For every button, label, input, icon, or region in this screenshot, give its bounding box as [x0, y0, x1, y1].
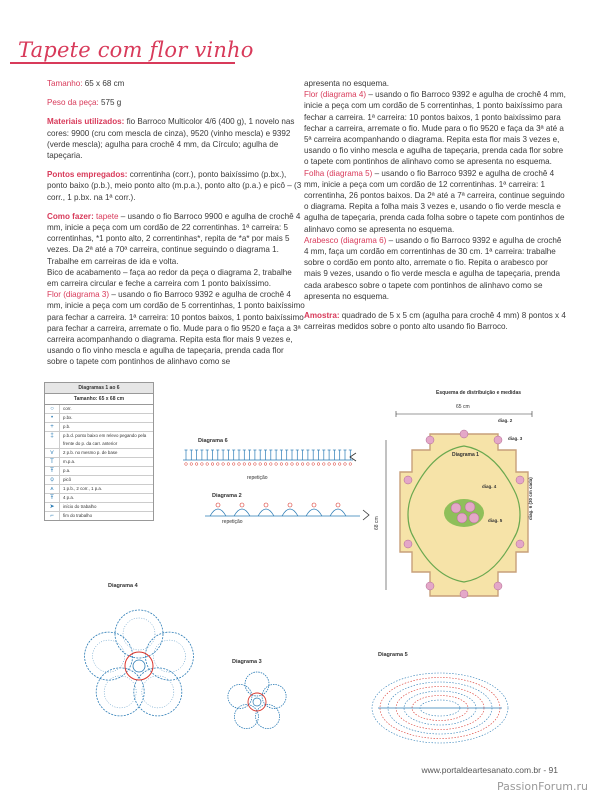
scheme-diag2-label: diag. 2	[498, 418, 513, 423]
flower-marker	[426, 436, 434, 444]
legend-row-text: m.p.a.	[63, 459, 76, 464]
watermark: PassionForum.ru	[497, 780, 588, 793]
flower-marker	[404, 540, 412, 548]
flower-marker	[426, 582, 434, 590]
petal	[115, 610, 163, 658]
repeat-label-d6: repetição	[247, 475, 268, 481]
scheme-height-label: 68 cm	[374, 516, 380, 530]
flower-marker	[494, 582, 502, 590]
footer	[421, 765, 558, 775]
legend-row	[45, 423, 153, 432]
end-symbol-icon: ⌐	[45, 512, 60, 520]
scheme-width-label: 65 cm	[456, 404, 470, 410]
stitches-label: Pontos empregados:	[47, 170, 128, 180]
petal	[245, 672, 269, 696]
edging-arch	[234, 509, 250, 516]
petal	[256, 705, 280, 729]
scheme-diag4-label: diag. 4	[482, 484, 497, 489]
edging-arch	[258, 509, 274, 516]
howto-label: Como fazer:	[47, 211, 94, 221]
edging-arch	[306, 509, 322, 516]
diagram5-label: Diagrama 5	[378, 652, 408, 658]
combo-symbol-icon: ⩚	[45, 485, 60, 493]
weight-paragraph	[47, 97, 305, 108]
hdc-symbol-icon: T	[45, 458, 60, 466]
gauge-label: Amostra:	[304, 311, 340, 321]
legend-row	[45, 467, 153, 476]
petal	[85, 632, 133, 680]
legend-subtitle: Tamanho: 65 x 68 cm	[45, 394, 153, 405]
edging-arch	[210, 509, 226, 516]
legend-row	[45, 405, 153, 414]
legend-row-text: início do trabalho	[63, 504, 97, 509]
flower3-paragraph	[47, 289, 305, 367]
picot-symbol-icon: ọ	[45, 476, 60, 484]
two-sc-same-base-symbol-icon: ⋎	[45, 449, 60, 457]
arabesque-paragraph	[304, 235, 566, 302]
legend-row-text: p.b.d. ponto baixo em relevo pegando pela frente do p. da carr. anterior	[63, 433, 147, 446]
materials-label: Materiais utilizados:	[47, 117, 125, 127]
size-value: 65 x 68 cm	[82, 79, 125, 88]
diagram4-chart	[84, 596, 194, 736]
scheme-title: Esquema de distribuição e medidas	[436, 390, 522, 396]
flower3-value: – usando o fio Barroco 9392 e agulha de crochê 4 mm, inicie a peça com um cordão de 5 correntinhas, 1 ponto baixíssimo para fechar a carreira. 1ª carreira: 10 pontos baixos, 1 ponto baixíssimo para fechar a carreira, arremate o fio. Mude para o fio 9520 e faça a 3ª carreira acompanhando o diagrama. Repita esta flor mais 9 vezes e, usando o fio vinho mescla e agulha de tapeçaria, prenda cada flor sobre o tapete com pontinhos de alinhavo como se	[47, 290, 305, 367]
legend-row-text: 2 p.b. no mesmo p. de base	[63, 450, 118, 455]
rug-value: – usando o fio Barroco 9900 e agulha de crochê 4 mm, inicie a peça com um cordão de 22 correntinhas. 1ª carreira: 5 correntinhas, *1 ponto alto, 2 correntinhas*, repita de *a* por mais 5 vezes. Da 2ª até a 70ª carreira, continue seguindo o diagrama 1. Trabalhe em carreiras de ida e volta.	[47, 211, 301, 266]
size-label: Tamanho:	[47, 79, 83, 88]
materials-paragraph	[47, 116, 305, 161]
legend-row	[45, 414, 153, 423]
continuation-text: apresenta no esquema.	[304, 79, 390, 88]
flower3-label: Flor (diagrama 3)	[47, 290, 110, 300]
weight-label: Peso da peça:	[47, 98, 99, 108]
legend-row	[45, 512, 153, 520]
scheme-diag6-label: diag. 6 (30 cm cada)	[528, 477, 533, 520]
petal	[134, 668, 182, 716]
diagram2-label: Diagrama 2	[212, 493, 242, 499]
arabesque-value: – usando o fio Barroco 9392 e agulha de crochê 4 mm, faça um cordão em correntinhas de 30 cm. 1ª carreira: trabalhe sobre o cordão em ponto alto, arremate o fio. Repita o arabesco por mais 9 vezes, usando o fio verde mescla e agulha de tapeçaria, prenda cada arabesco sobre o tapete com pontinhos de alinhavo como se apresenta no esquema.	[304, 235, 562, 301]
flower-center	[125, 652, 153, 680]
flower-marker	[460, 590, 468, 598]
arabesque-label: Arabesco (diagrama 6)	[304, 235, 387, 245]
legend-row-text: p.a.	[63, 468, 71, 473]
stitches-value: correntinha (corr.), ponto baixíssimo (p.bx.), ponto baixo (p.b.), meio ponto alto (m.p.a.), ponto alto (p.a.) e picô – (3 corr., 1 p.bx. na 1ª corr.).	[47, 170, 302, 202]
diagram2-chart	[200, 500, 370, 530]
leaf-value: – usando o fio Barroco 9392 e agulha de crochê 4 mm, inicie a peça com um cordão de 12 correntinhas. 1ª carreira: 1 correntinha, 26 pontos baixos. Da 2ª até a 7ª carreira, continue seguindo o diagrama. Repita a folha mais 3 vezes e, usando o fio verde mescla e agulha de tapeçaria, prenda cada folha sobre o tapete com pontinhos de alinhavo como se apresenta no esquema.	[304, 168, 565, 234]
footer-page-number: - 91	[540, 765, 558, 775]
legend-row-text: p.bx.	[63, 415, 73, 420]
title-underline	[10, 62, 235, 64]
flower4-paragraph	[304, 89, 566, 167]
diagram6-chart	[178, 444, 368, 474]
start-symbol-icon: ➤	[45, 503, 60, 511]
weight-value: 575 g	[98, 98, 122, 108]
four-dc-symbol-icon: Ŧ	[45, 494, 60, 502]
legend-title: Diagramas 1 ao 6	[45, 383, 153, 394]
scheme-diag5-label: diag. 5	[488, 518, 503, 523]
legend-row	[45, 458, 153, 467]
legend-row-text: fim do trabalho	[63, 513, 93, 518]
flower-marker	[516, 540, 524, 548]
legend-row-text: 4 p.a.	[63, 495, 74, 500]
flower4-label: Flor (diagrama 4)	[304, 90, 367, 100]
picot-mark	[240, 503, 244, 507]
legend-row-text: picô	[63, 477, 72, 482]
gauge-paragraph	[304, 310, 566, 332]
legend-row-text: corr.	[63, 406, 72, 411]
legend-row	[45, 449, 153, 458]
size-paragraph	[47, 78, 305, 89]
diagram4-label: Diagrama 4	[108, 583, 138, 589]
diagram3-chart	[222, 666, 292, 738]
leaf-paragraph	[304, 168, 566, 235]
page-title: Tapete com flor vinho	[18, 38, 254, 62]
stitch-legend	[44, 382, 154, 521]
flower4-value: – usando o fio Barroco 9392 e agulha de crochê 4 mm, inicie a peça com um cordão de 5 correntinhas, 1 ponto baixíssimo para fechar a carreira. 1ª carreira: 10 pontos baixos, 1 ponto baixíssimo para fechar a carreira, arremate o fio. Mude para o fio 9520 e faça da 3ª até a 5ª carreira acompanhando o diagrama. Repita esta flor mais 3 vezes e, usando o fio vinho mescla e agulha de tapeçaria, prenda cada flor sobre o tapete com pontinhos de alinhavo como se apresenta no esquema.	[304, 90, 566, 167]
repeat-label-d2: repetição	[222, 519, 243, 525]
picot-mark	[312, 503, 316, 507]
chain-symbol-icon: ○	[45, 405, 60, 413]
scheme-diag1-label: Diagrama 1	[452, 452, 479, 458]
edging-arch	[282, 509, 298, 516]
flower-marker	[404, 476, 412, 484]
materials-value: fio Barroco Multicolor 4/6 (400 g), 1 novelo nas cores: 9900 (cru com mescla de cinza), 9520 (vinho mescla) e 9392 (verde mescla); agulha para crochê 4 mm, da Círculo; agulha de tapeçaria.	[47, 117, 295, 161]
scheme-diag3-label: diag. 3	[508, 436, 523, 441]
leaf-label: Folha (diagrama 5)	[304, 168, 373, 178]
dc-symbol-icon: Ŧ	[45, 467, 60, 475]
flower-marker	[516, 476, 524, 484]
diagram6-label: Diagrama 6	[198, 438, 228, 444]
picot-mark	[216, 503, 220, 507]
rug-label: tapete	[93, 211, 119, 221]
legend-row	[45, 503, 153, 512]
edging-paragraph: Bico de acabamento – faça ao redor da peça o diagrama 2, trabalhe em carreira circular e feche a carreira com 1 ponto baixíssimo.	[47, 267, 292, 289]
legend-row-text: p.b.	[63, 424, 71, 429]
legend-row	[45, 476, 153, 485]
picot-mark	[264, 503, 268, 507]
picot-mark	[288, 503, 292, 507]
text-column-left	[47, 78, 305, 376]
single-crochet-symbol-icon: +	[45, 423, 60, 431]
picot-mark	[336, 503, 340, 507]
flower-marker	[460, 430, 468, 438]
legend-row	[45, 432, 153, 449]
edging-arch	[330, 509, 346, 516]
raised-sc-symbol-icon: ‡	[45, 432, 60, 448]
slip-stitch-symbol-icon: •	[45, 414, 60, 422]
stitches-paragraph	[47, 169, 305, 203]
legend-row-text: 1 p.b., 2 corr., 1 p.a.	[63, 486, 103, 491]
diagram3-label: Diagrama 3	[232, 659, 262, 665]
diagram5-chart	[370, 664, 510, 744]
flower-marker	[494, 436, 502, 444]
petal	[145, 632, 193, 680]
petal	[96, 668, 144, 716]
text-column-right	[304, 78, 566, 340]
footer-url[interactable]: www.portaldeartesanato.com.br	[421, 765, 541, 775]
howto-paragraph	[47, 211, 305, 267]
legend-row	[45, 494, 153, 503]
legend-row	[45, 485, 153, 494]
gauge-value: quadrado de 5 x 5 cm (agulha para crochê 4 mm) 8 pontos x 4 carreiras medidos sobre o ponto alto usando fio Barroco.	[304, 311, 566, 332]
